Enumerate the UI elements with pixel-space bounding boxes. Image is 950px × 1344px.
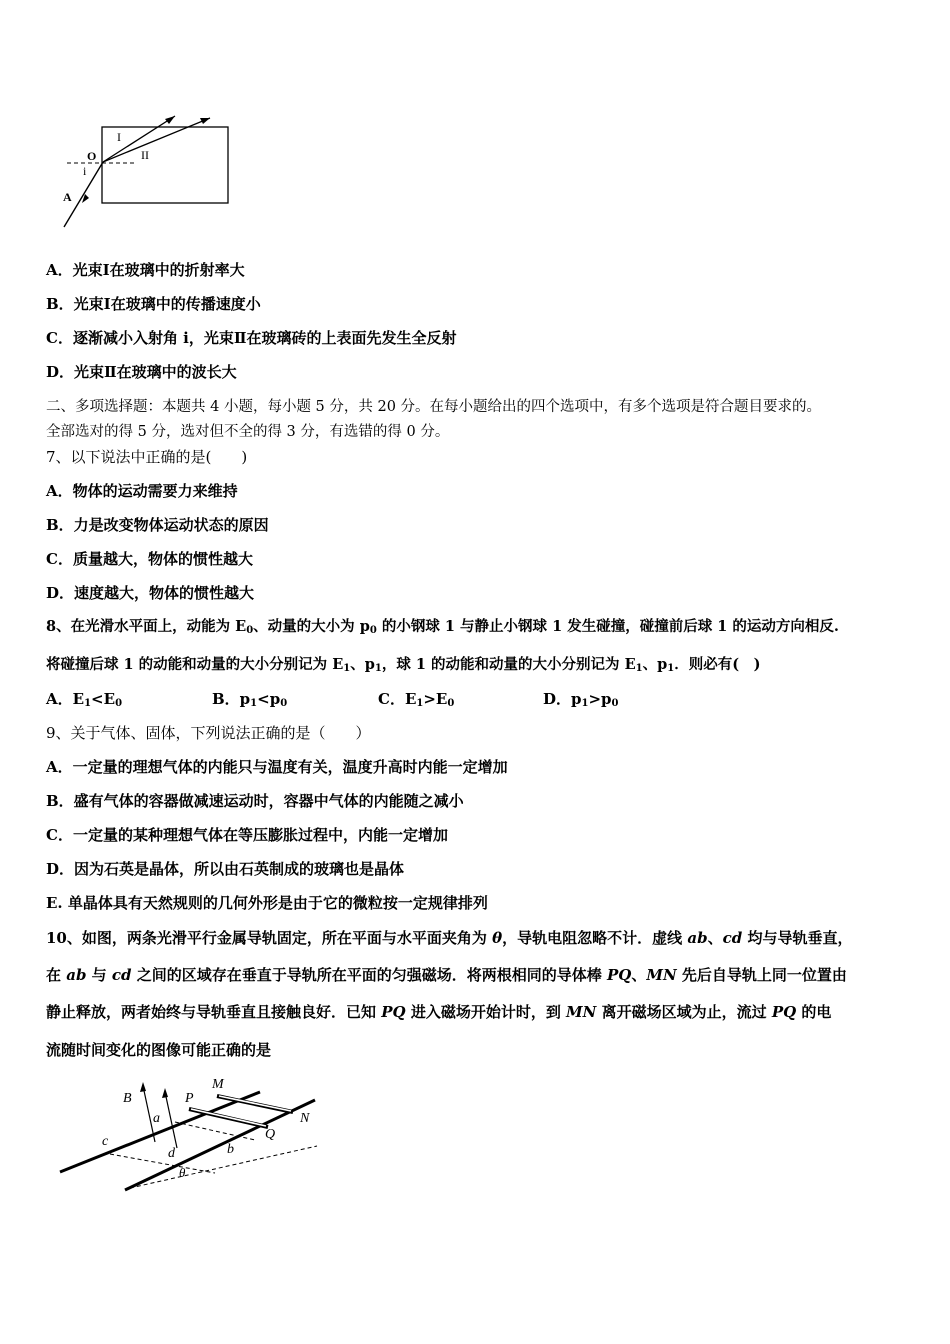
q9-option-c: C．一定量的某种理想气体在等压膨胀过程中，内能一定增加: [46, 826, 448, 844]
q8-option-b: B．$p_1<p_0$: [212, 690, 288, 709]
q7-option-d: D．速度越大，物体的惯性越大: [46, 584, 255, 602]
label-I: I: [117, 130, 121, 144]
section2-heading-line2: 全部选对的得 5 分，选对但不全的得 3 分，有选错的得 0 分。: [46, 424, 450, 440]
q10-stem-line3: 静止释放，两者始终与导轨垂直且接触良好．已知 PQ 进入磁场开始计时，到 MN 离开磁场区域为止，流过 PQ 的电: [46, 1003, 832, 1021]
q6-option-d: D．光束Ⅱ在玻璃中的波长大: [46, 363, 237, 381]
section2-heading-line1: 二、多项选择题：本题共 4 小题，每小题 5 分，共 20 分。在每小题给出的四个选项中，有多个选项是符合题目要求的。: [46, 399, 822, 415]
label-N: N: [300, 1111, 310, 1126]
label-M: M: [212, 1077, 224, 1092]
field-arrow-2-head: [162, 1088, 168, 1098]
q8-option-c: C．$E_1>E_0$: [378, 690, 455, 709]
rails-figure: [55, 1070, 330, 1200]
boundary-ab: [175, 1122, 255, 1140]
q10-stem-line2: 在 ab 与 cd 之间的区域存在垂直于导轨所在平面的匀强磁场．将两根相同的导体棒 PQ、MN 先后自导轨上同一位置由: [46, 966, 847, 984]
label-II: II: [141, 148, 149, 162]
label-c: c: [102, 1134, 109, 1149]
label-A: A: [63, 190, 72, 204]
q9-option-e: E. 单晶体具有天然规则的几何外形是由于它的微粒按一定规律排列: [46, 894, 488, 912]
q7-stem: 7、以下说法中正确的是( ): [46, 448, 248, 466]
q9-option-b: B．盛有气体的容器做减速运动时，容器中气体的内能随之减小: [46, 792, 464, 810]
label-O: O: [87, 149, 97, 163]
ray-I-arrow: [165, 116, 175, 124]
ray-I: [103, 116, 175, 162]
q6-option-c: C．逐渐减小入射角 i，光束Ⅱ在玻璃砖的上表面先发生全反射: [46, 329, 457, 347]
q6-option-b: B．光束Ⅰ在玻璃中的传播速度小: [46, 295, 261, 313]
field-arrow-2: [165, 1092, 177, 1148]
label-a: a: [153, 1111, 160, 1126]
boundary-cd: [110, 1154, 215, 1173]
ray-II-arrow: [200, 118, 210, 124]
q10-stem-line1: 10、如图，两条光滑平行金属导轨固定，所在平面与水平面夹角为 θ，导轨电阻忽略不计．虚线 ab、cd 均与导轨垂直，: [46, 929, 853, 947]
q9-option-a: A．一定量的理想气体的内能只与温度有关，温度升高时内能一定增加: [46, 758, 508, 776]
q9-stem: 9、关于气体、固体，下列说法正确的是（ ）: [46, 724, 371, 742]
refraction-figure: [55, 110, 240, 235]
label-Q: Q: [265, 1127, 276, 1142]
q7-option-a: A．物体的运动需要力来维持: [46, 482, 238, 500]
incline-base: [130, 1146, 317, 1188]
q8-option-d: D．$p_1>p_0$: [543, 690, 619, 709]
q10-stem-line4: 流随时间变化的图像可能正确的是: [46, 1041, 272, 1059]
label-i: i: [83, 164, 87, 178]
q6-option-a: A．光束Ⅰ在玻璃中的折射率大: [46, 261, 245, 279]
q7-option-c: C．质量越大，物体的惯性越大: [46, 550, 253, 568]
q8-option-a: A．$E_1<E_0$: [46, 690, 123, 709]
label-b: b: [227, 1142, 234, 1157]
label-d: d: [168, 1146, 175, 1161]
q8-stem-line2: 将碰撞后球 1 的动能和动量的大小分别记为 $E_1$、$p_1$，球 1 的动能和动量的大小分别记为 $E_1$、$p_1$．则必有( ): [46, 656, 761, 674]
rail-lower: [60, 1092, 260, 1172]
label-P: P: [185, 1091, 194, 1106]
label-theta: θ: [179, 1165, 186, 1180]
q9-option-d: D．因为石英是晶体，所以由石英制成的玻璃也是晶体: [46, 860, 405, 878]
label-B: B: [123, 1091, 132, 1106]
field-arrow-1-head: [140, 1082, 146, 1092]
q8-stem-line1: 8、在光滑水平面上，动能为 $E_0$、动量的大小为 $p_0$ 的小钢球 1 与静止小钢球 1 发生碰撞，碰撞前后球 1 的运动方向相反.: [46, 618, 839, 636]
q7-option-b: B．力是改变物体运动状态的原因: [46, 516, 269, 534]
rod-PQ-inner: [191, 1109, 266, 1126]
